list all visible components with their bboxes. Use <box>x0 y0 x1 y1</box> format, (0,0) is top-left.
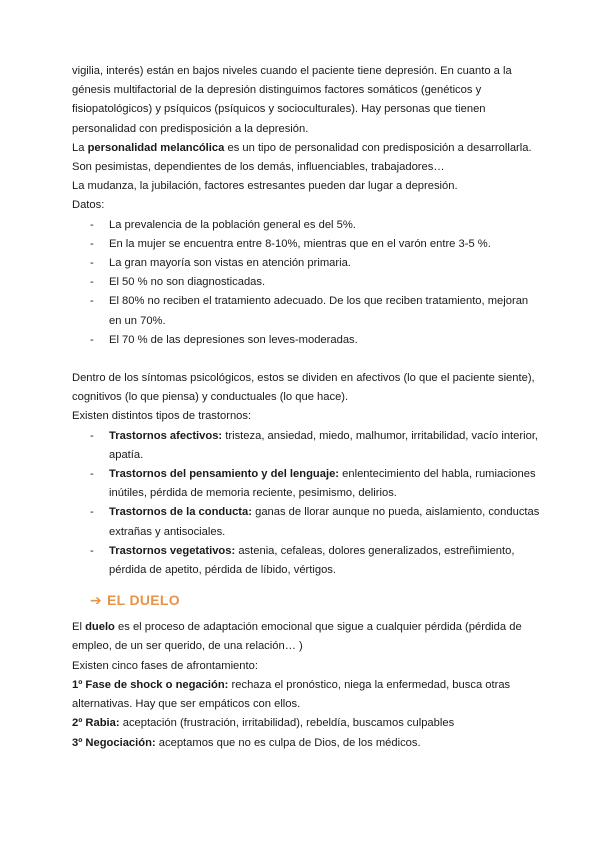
duelo-term: duelo <box>85 621 115 634</box>
list-item: - El 50 % no son diagnosticadas. <box>72 273 542 292</box>
disorders-list <box>72 427 542 581</box>
list-item: - La gran mayoría son vistas en atención primaria. <box>72 254 542 273</box>
datos-list <box>72 216 542 350</box>
phase-item: 2º Rabia: aceptación (frustración, irritabilidad), rebeldía, buscamos culpables <box>72 717 455 730</box>
list-item: - En la mujer se encuentra entre 8-10%, mientras que en el varón entre 3-5 %. <box>72 235 542 254</box>
arrow-right-icon: ➔ <box>90 592 103 609</box>
phase-item: 1º Fase de shock o negación: rechaza el pronóstico, niega la enfermedad, busca otras alternativas. Hay que ser empáticos con ellos. <box>72 678 511 711</box>
personality-paragraph: La personalidad melancólica es un tipo de personalidad con predisposición a desarrollarla. Son pesimistas, dependientes de los demás, influenciables, trabajadores… <box>72 141 532 174</box>
list-item: - El 70 % de las depresiones son leves-moderadas. <box>72 331 542 350</box>
phases-label: Existen cinco fases de afrontamiento: <box>72 659 258 672</box>
symptoms-intro: Dentro de los síntomas psicológicos, estos se dividen en afectivos (lo que el paciente siente), cognitivos (lo que piensa) y conductuales (lo que hace). <box>72 372 535 404</box>
list-item: - Trastornos afectivos: tristeza, ansiedad, miedo, malhumor, irritabilidad, vacío interior, apatía. <box>72 427 542 465</box>
list-item: - La prevalencia de la población general es del 5%. <box>72 216 542 235</box>
list-item: - Trastornos vegetativos: astenia, cefaleas, dolores generalizados, estreñimiento, pérdida de apetito, pérdida de líbido, vértigos. <box>72 542 542 580</box>
personality-term: personalidad melancólica <box>87 141 225 154</box>
document-page <box>72 62 542 753</box>
duelo-definition: El duelo es el proceso de adaptación emocional que sigue a cualquier pérdida (pérdida de empleo, de un ser querido, de una relación… ) <box>72 621 522 653</box>
list-item: - Trastornos de la conducta: ganas de llorar aunque no pueda, aislamiento, conductas extrañas y antisociales. <box>72 503 542 541</box>
intro-paragraph: vigilia, interés) están en bajos niveles cuando el paciente tiene depresión. En cuanto a la génesis multifactorial de la depresión distinguimos factores somáticos (genéticos y fisiopatológicos) y psíquicos (psíquicos y socioculturales). Hay personas que tienen personalidad con predisposición a la depresión. <box>72 65 512 135</box>
section-title-duelo: ➔ EL DUELO <box>90 592 180 609</box>
datos-label: Datos: <box>72 199 105 212</box>
list-item: - El 80% no reciben el tratamiento adecuado. De los que reciben tratamiento, mejoran en un 70%. <box>72 292 542 330</box>
types-label: Existen distintos tipos de trastornos: <box>72 410 252 423</box>
moving-paragraph: La mudanza, la jubilación, factores estresantes pueden dar lugar a depresión. <box>72 180 458 193</box>
list-item: - Trastornos del pensamiento y del lenguaje: enlentecimiento del habla, rumiaciones inútiles, pérdida de memoria reciente, pesimismo, delirios. <box>72 465 542 503</box>
phase-item: 3º Negociación: aceptamos que no es culpa de Dios, de los médicos. <box>72 736 421 749</box>
